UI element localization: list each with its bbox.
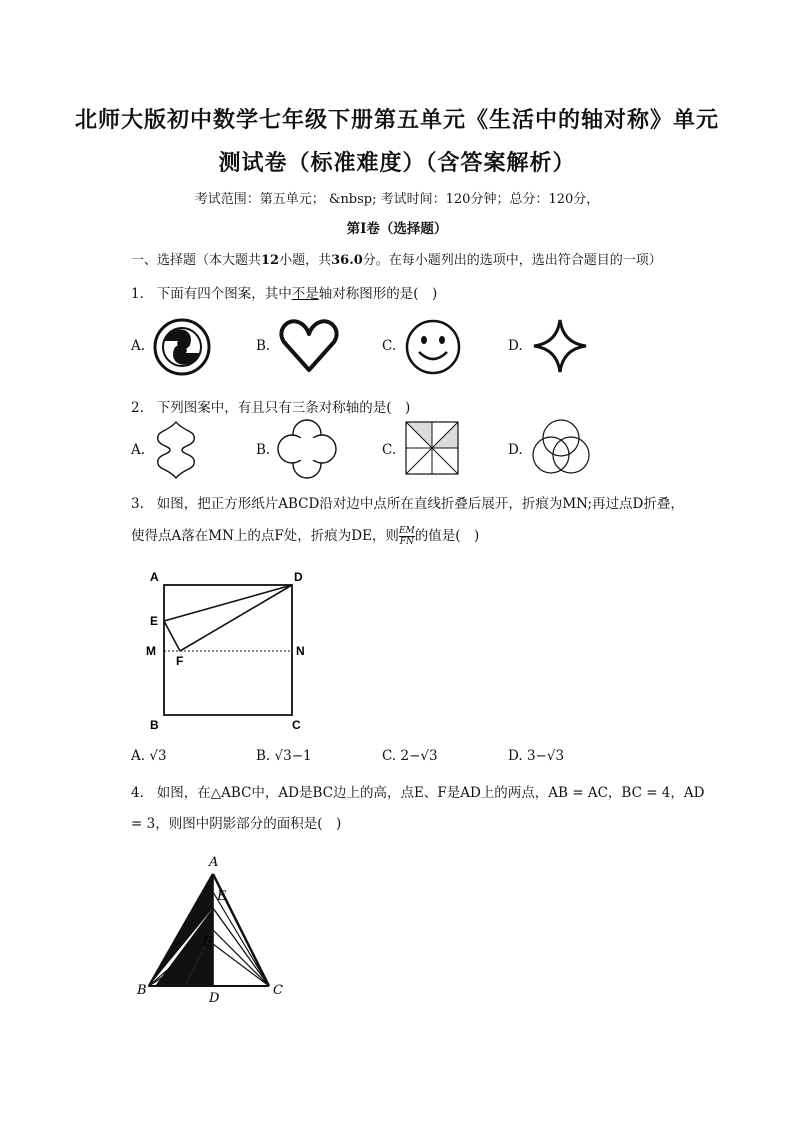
q4-label-f: F bbox=[203, 935, 213, 950]
q3-option-a-letter: A. bbox=[131, 748, 146, 764]
q2-option-c-label: C. bbox=[382, 442, 397, 458]
question-1 bbox=[131, 282, 437, 302]
q1-option-a-figure bbox=[152, 317, 212, 377]
q1-text-b: 轴对称图形的是( ) bbox=[318, 286, 438, 302]
q3-number: 3. bbox=[131, 496, 144, 512]
q3-frac-den: FN bbox=[399, 537, 414, 547]
q3-option-b bbox=[256, 748, 312, 764]
document-title-line1: 北师大版初中数学七年级下册第五单元《生活中的轴对称》单元 bbox=[74, 107, 719, 133]
q1-option-d-label: D. bbox=[508, 338, 523, 354]
q3-option-a-value: √3 bbox=[149, 748, 167, 764]
q4-label-d: D bbox=[209, 991, 220, 1006]
q2-number: 2. bbox=[131, 400, 144, 416]
question-4-line2 bbox=[131, 812, 341, 832]
q2-option-d-figure bbox=[530, 416, 592, 478]
q3-option-c bbox=[382, 748, 438, 764]
q3-option-b-letter: B. bbox=[256, 748, 271, 764]
question-3-line1 bbox=[131, 492, 684, 512]
q3-label-c: C bbox=[292, 718, 301, 732]
q3-option-b-value: √3−1 bbox=[274, 748, 312, 764]
q2-option-b-figure bbox=[276, 418, 338, 480]
q4-label-a: A bbox=[209, 855, 219, 870]
q3-option-a bbox=[131, 748, 167, 764]
q3-label-e: E bbox=[150, 614, 159, 628]
q3-label-f: F bbox=[176, 654, 184, 668]
q1-option-d-figure bbox=[532, 318, 588, 374]
q1-option-c-label: C. bbox=[382, 338, 397, 354]
q3-label-d: D bbox=[294, 570, 303, 584]
q3-line1: 如图，把正方形纸片ABCD沿对边中点所在直线折叠后展开，折痕为MN;再过点D折叠， bbox=[156, 496, 684, 512]
section-text-c: 分。在每小题列出的选项中，选出符合题目的一项） bbox=[362, 253, 662, 268]
q3-option-c-letter: C. bbox=[382, 748, 397, 764]
section-score: 36.0 bbox=[331, 253, 363, 268]
q3-option-c-value: 2−√3 bbox=[400, 748, 438, 764]
q2-option-c-figure bbox=[404, 420, 460, 476]
q3-option-d bbox=[508, 748, 564, 764]
exam-meta: 考试范围：第五单元； &nbsp; 考试时间：120分钟；总分：120分， bbox=[194, 192, 600, 207]
q3-label-n: N bbox=[296, 644, 305, 658]
q1-number: 1. bbox=[131, 286, 144, 302]
q3-label-m: M bbox=[146, 644, 156, 658]
q4-figure bbox=[135, 848, 300, 1006]
q3-label-b: B bbox=[150, 718, 159, 732]
part-heading: 第I卷（选择题） bbox=[346, 221, 448, 237]
q4-label-b: B bbox=[137, 983, 147, 998]
q3-line2-a: 使得点A落在MN上的点F处，折痕为DE，则 bbox=[131, 528, 399, 544]
q2-option-a-figure bbox=[150, 420, 202, 480]
document-title-line2: 测试卷（标准难度）（含答案解析） bbox=[218, 150, 576, 176]
q3-figure bbox=[140, 565, 320, 735]
q4-line1: 如图，在△ABC中，AD是BC边上的高，点E、F是AD上的两点，AB = AC，BC = 4，AD bbox=[156, 785, 705, 801]
q3-label-a: A bbox=[150, 570, 159, 584]
q2-option-b-label: B. bbox=[256, 442, 271, 458]
q4-label-e: E bbox=[217, 889, 227, 904]
q3-fraction bbox=[399, 526, 415, 547]
q4-line2: = 3，则图中阴影部分的面积是( ) bbox=[131, 816, 342, 832]
q4-number: 4. bbox=[131, 785, 144, 801]
q3-option-d-letter: D. bbox=[508, 748, 523, 764]
q1-option-b-label: B. bbox=[256, 338, 271, 354]
q3-frac-num: EM bbox=[398, 526, 415, 536]
q2-option-a-label: A. bbox=[131, 442, 146, 458]
q1-option-c-figure bbox=[404, 318, 462, 376]
question-4-line1 bbox=[131, 781, 704, 801]
section-text-a: 一、选择题（本大题共 bbox=[131, 253, 262, 268]
q1-option-a-label: A. bbox=[131, 338, 146, 354]
section-text-b: 小题，共 bbox=[279, 253, 332, 268]
q3-option-d-value: 3−√3 bbox=[526, 748, 565, 764]
section-heading bbox=[131, 249, 662, 268]
q2-text: 下列图案中，有且只有三条对称轴的是( ) bbox=[156, 400, 411, 416]
q2-option-d-label: D. bbox=[508, 442, 523, 458]
question-3-line2 bbox=[131, 524, 479, 547]
q3-line2-b: 的值是( ) bbox=[414, 528, 480, 544]
q4-label-c: C bbox=[273, 983, 283, 998]
q1-underlined: 不是 bbox=[291, 286, 319, 302]
q1-option-b-figure bbox=[278, 318, 340, 374]
q1-text-a: 下面有四个图案，其中 bbox=[156, 286, 292, 302]
question-2 bbox=[131, 396, 410, 416]
section-count: 12 bbox=[261, 253, 280, 268]
